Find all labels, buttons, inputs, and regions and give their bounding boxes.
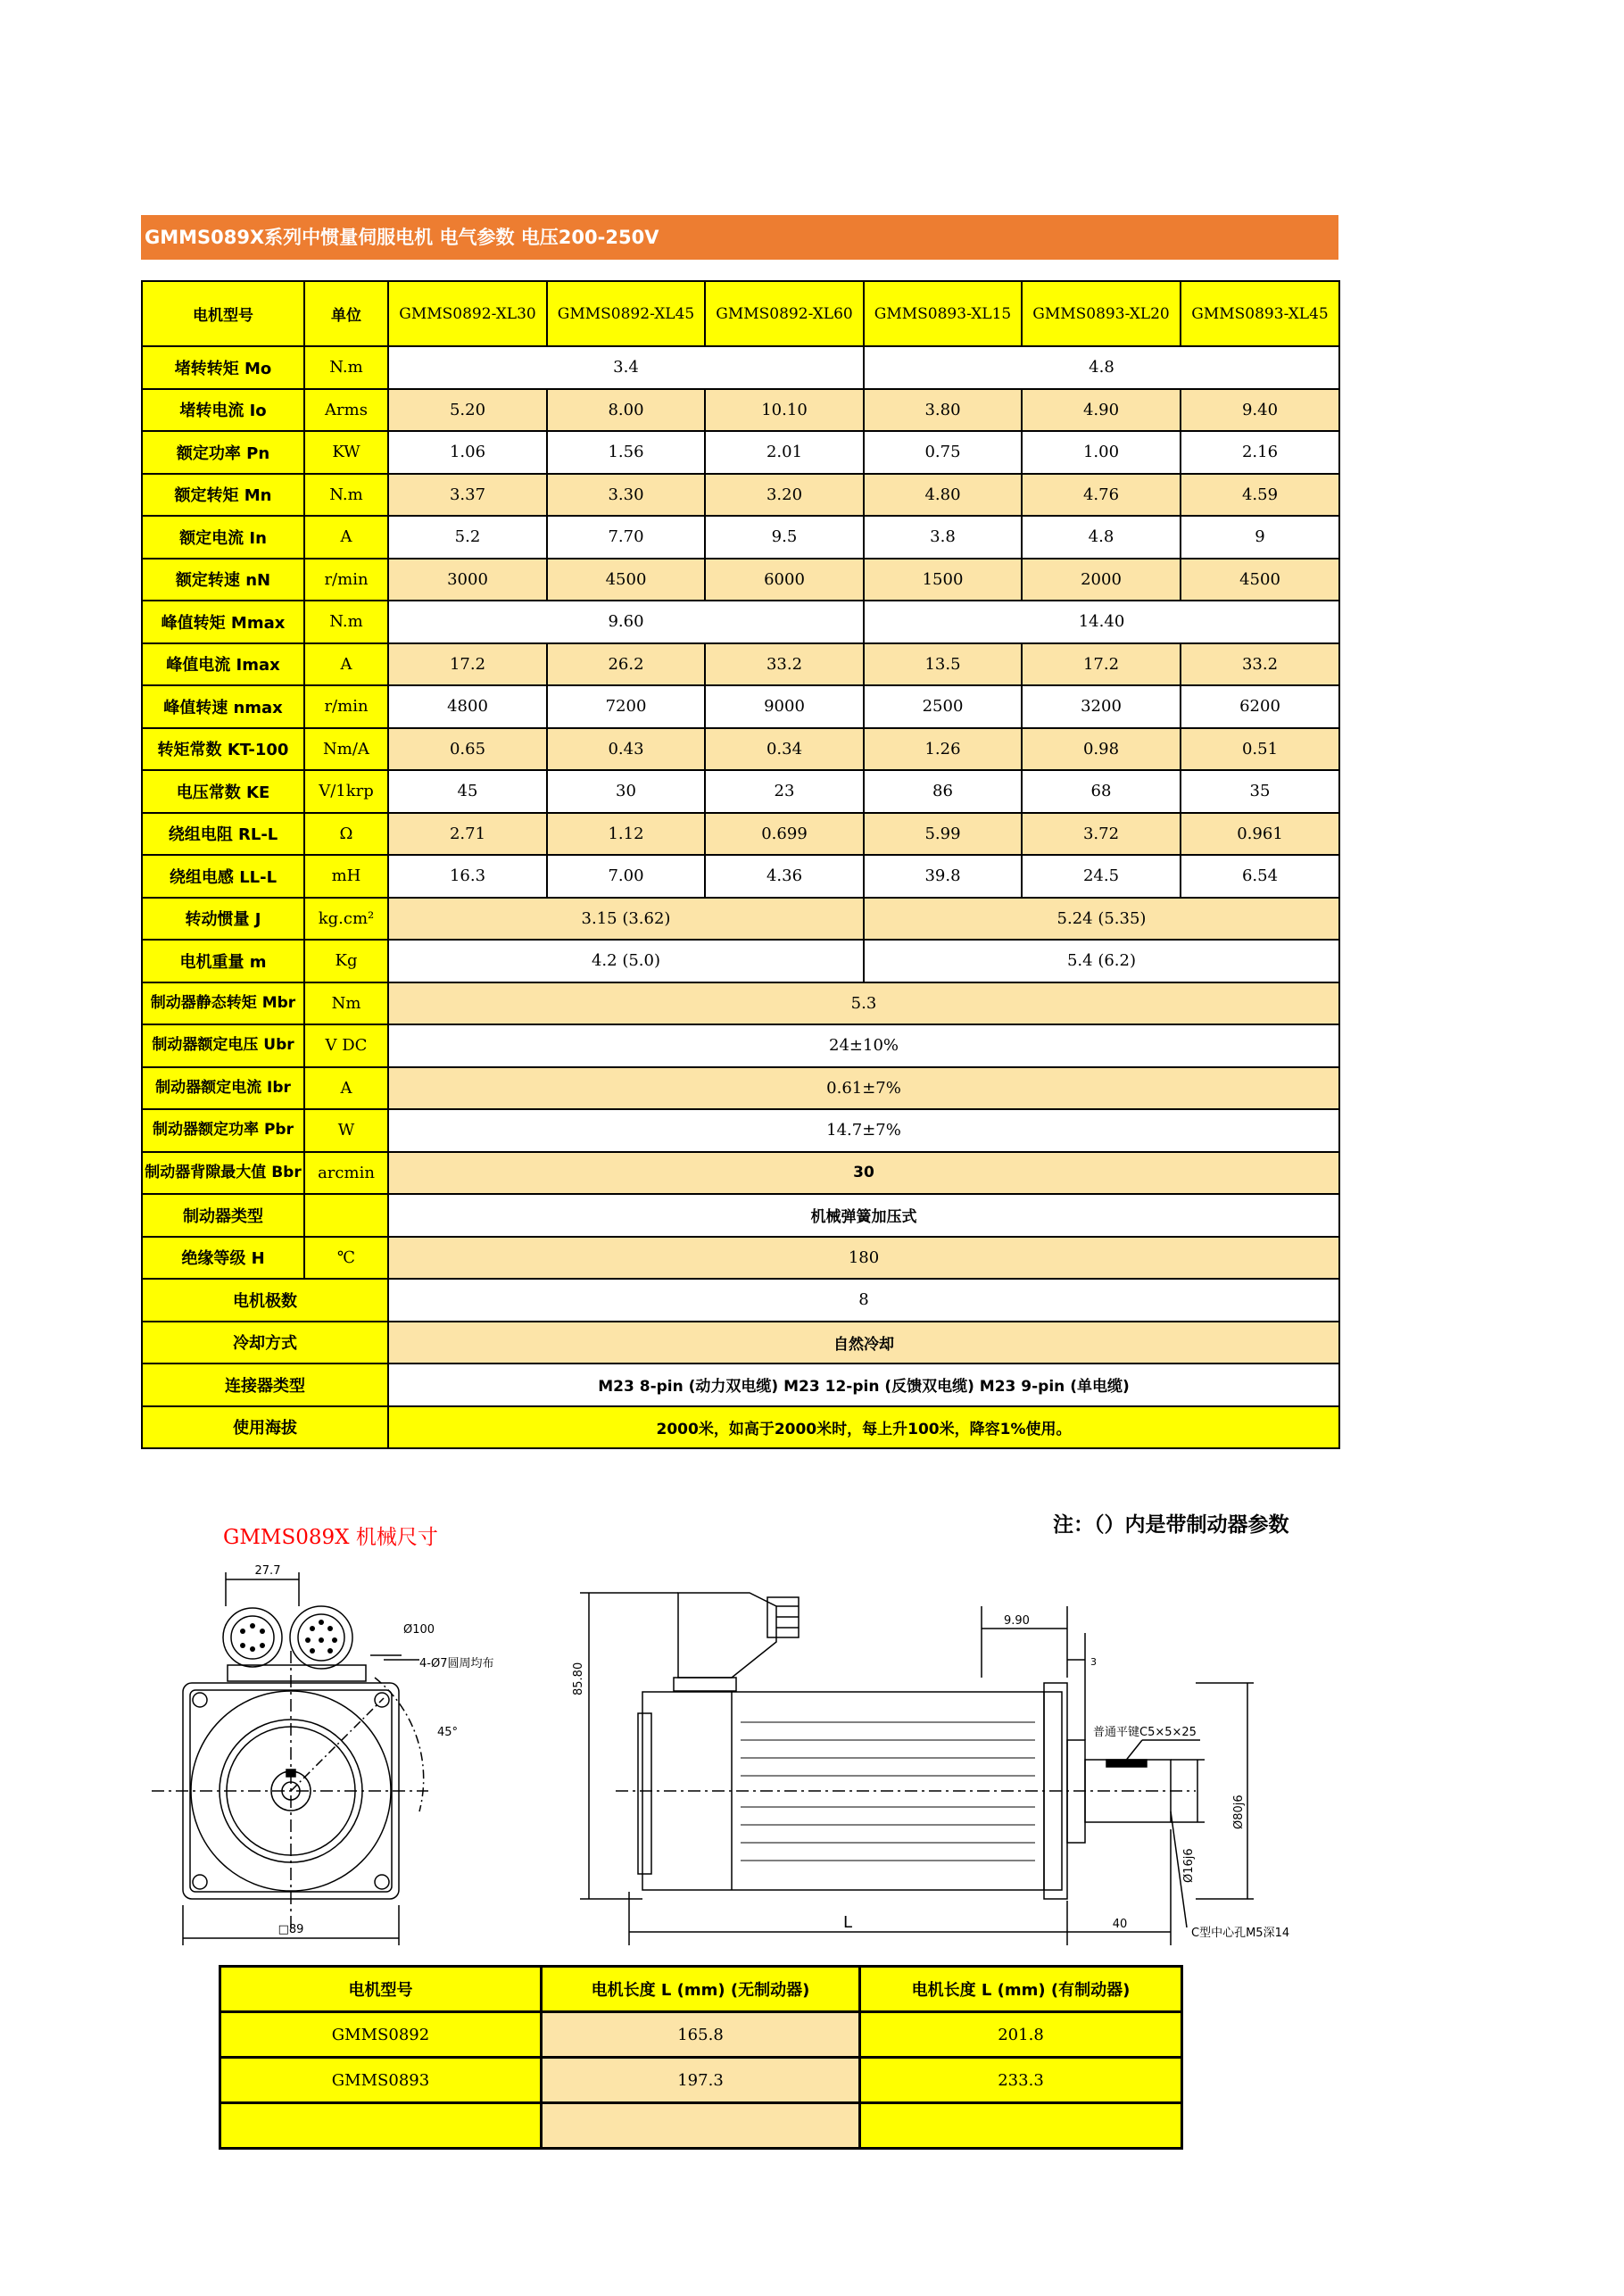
cell-value: 0.43 [547, 728, 705, 771]
row-label: 额定电流 In [142, 516, 304, 559]
cell-value: 86 [864, 770, 1022, 813]
row-unit: Arms [304, 389, 388, 432]
cell-value: 9.40 [1181, 389, 1339, 432]
cell-value: 2000 [1022, 559, 1181, 601]
cell-value: 23 [705, 770, 864, 813]
row-label: 制动器额定电流 Ibr [142, 1067, 304, 1110]
table-row [220, 2012, 1182, 2058]
motor-length-table [219, 1965, 1183, 2150]
cell-value: 3.80 [864, 389, 1022, 432]
cell-value: 5.24 (5.35) [864, 898, 1339, 941]
cell-value: 13.5 [864, 643, 1022, 686]
dim-shaft-diameter: Ø16j6 [1182, 1848, 1196, 1883]
dim-pilot-diameter: Ø80j6 [1232, 1795, 1246, 1829]
cell-value: 45 [388, 770, 547, 813]
row-label: 制动器类型 [142, 1194, 304, 1237]
cell-value: 2000米，如高于2000米时，每上升100米，降容1%使用。 [388, 1406, 1339, 1449]
dim-connector-spacing: 27.7 [254, 1564, 281, 1578]
cell-value: 6200 [1181, 685, 1339, 728]
header-model-label: 电机型号 [142, 281, 304, 346]
cell-value: GMMS0892 [220, 2012, 542, 2058]
row-unit: Ω [304, 813, 388, 856]
dim-bolt-circle: Ø100 [403, 1623, 435, 1637]
cell-value: 2.16 [1181, 431, 1339, 474]
cell-value: 5.3 [388, 982, 1339, 1025]
cell-value: 2.01 [705, 431, 864, 474]
row-label: 电机极数 [142, 1279, 388, 1322]
row-unit: N.m [304, 601, 388, 643]
cell-value: GMMS0893 [220, 2058, 542, 2103]
cell-value: 3.20 [705, 474, 864, 517]
cell-value: 7.00 [547, 855, 705, 898]
model-column-header: GMMS0892-XL30 [388, 281, 547, 346]
row-unit: V/1krp [304, 770, 388, 813]
row-unit: KW [304, 431, 388, 474]
cell-value: 5.99 [864, 813, 1022, 856]
cell-value: 8.00 [547, 389, 705, 432]
side-view [572, 1593, 1289, 1945]
row-label: 连接器类型 [142, 1364, 388, 1406]
cell-value: 39.8 [864, 855, 1022, 898]
cell-value: 0.61±7% [388, 1067, 1339, 1110]
cell-value: 1.00 [1022, 431, 1181, 474]
cell-value: 7200 [547, 685, 705, 728]
row-unit: N.m [304, 346, 388, 389]
cell-value: 233.3 [860, 2058, 1182, 2103]
brake-parameter-note: 注：（）内是带制动器参数 [1053, 1513, 1289, 1537]
dim-total-height: 85.80 [572, 1662, 585, 1695]
cell-value: 0.699 [705, 813, 864, 856]
cell-value: 4.80 [864, 474, 1022, 517]
cell-value: 180 [388, 1237, 1339, 1280]
row-label: 额定功率 Pn [142, 431, 304, 474]
row-unit: A [304, 1067, 388, 1110]
cell-value: 1.06 [388, 431, 547, 474]
cell-value [542, 2103, 860, 2149]
cell-value: 3.72 [1022, 813, 1181, 856]
cell-value: 4.8 [864, 346, 1339, 389]
cell-value: 14.7±7% [388, 1109, 1339, 1152]
cell-value: 35 [1181, 770, 1339, 813]
dim-mounting-holes: 4-Ø7圆周均布 [419, 1657, 494, 1670]
cell-value: 3.15 (3.62) [388, 898, 864, 941]
row-unit: V DC [304, 1024, 388, 1067]
row-label: 使用海拔 [142, 1406, 388, 1449]
row-label: 堵转电流 Io [142, 389, 304, 432]
dim-flange-tolerance: 3 [1090, 1656, 1097, 1668]
row-unit: W [304, 1109, 388, 1152]
power-connector [223, 1608, 282, 1667]
cell-value: 4.59 [1181, 474, 1339, 517]
cell-value: 26.2 [547, 643, 705, 686]
cell-value: 4500 [547, 559, 705, 601]
cell-value: 33.2 [1181, 643, 1339, 686]
cell-value: 1.26 [864, 728, 1022, 771]
cell-value: 16.3 [388, 855, 547, 898]
cell-value: 201.8 [860, 2012, 1182, 2058]
row-label: 绕组电感 LL-L [142, 855, 304, 898]
model-column-header: GMMS0893-XL20 [1022, 281, 1181, 346]
row-label: 峰值转矩 Mmax [142, 601, 304, 643]
page-banner-title: GMMS089X系列中惯量伺服电机 电气参数 电压200-250V [141, 215, 1338, 260]
model-column-header: GMMS0893-XL45 [1181, 281, 1339, 346]
cell-value [220, 2103, 542, 2149]
cell-value: 4.8 [1022, 516, 1181, 559]
dim-shaft-length: 40 [1112, 1918, 1128, 1931]
cell-value: 68 [1022, 770, 1181, 813]
cell-value: 10.10 [705, 389, 864, 432]
header-unit-label: 单位 [304, 281, 388, 346]
cell-value: 17.2 [388, 643, 547, 686]
model-column-header: GMMS0892-XL60 [705, 281, 864, 346]
row-label: 额定转速 nN [142, 559, 304, 601]
table-row [220, 2103, 1182, 2149]
cell-value: 3.4 [388, 346, 864, 389]
cell-value: 3.30 [547, 474, 705, 517]
row-unit: A [304, 643, 388, 686]
cell-value: 30 [388, 1152, 1339, 1195]
row-unit: ℃ [304, 1237, 388, 1280]
row-label: 峰值电流 Imax [142, 643, 304, 686]
dim-motor-length: L [842, 1913, 853, 1932]
cell-value: 5.4 (6.2) [864, 940, 1339, 982]
row-label: 制动器背隙最大值 Bbr [142, 1152, 304, 1195]
cell-value: 30 [547, 770, 705, 813]
cell-value: 9.5 [705, 516, 864, 559]
row-label: 绝缘等级 H [142, 1237, 304, 1280]
header-cell: 电机长度 L (mm) (有制动器) [860, 1967, 1182, 2012]
row-unit: N.m [304, 474, 388, 517]
cell-value: 197.3 [542, 2058, 860, 2103]
cell-value: 5.20 [388, 389, 547, 432]
row-label: 电机重量 m [142, 940, 304, 982]
row-label: 峰值转速 nmax [142, 685, 304, 728]
mechanical-dimensions-title: GMMS089X 机械尺寸 [223, 1526, 438, 1549]
cell-value: 0.75 [864, 431, 1022, 474]
row-unit: Nm/A [304, 728, 388, 771]
dim-angle: 45° [437, 1726, 459, 1739]
cell-value: 14.40 [864, 601, 1339, 643]
cell-value: 9 [1181, 516, 1339, 559]
cell-value: 6.54 [1181, 855, 1339, 898]
row-unit: r/min [304, 685, 388, 728]
cell-value: 3.37 [388, 474, 547, 517]
cell-value: 0.98 [1022, 728, 1181, 771]
cell-value: 9.60 [388, 601, 864, 643]
model-column-header: GMMS0892-XL45 [547, 281, 705, 346]
cell-value: 2500 [864, 685, 1022, 728]
row-unit: kg.cm² [304, 898, 388, 941]
cell-value: 1.12 [547, 813, 705, 856]
cell-value: 3200 [1022, 685, 1181, 728]
cell-value: 0.51 [1181, 728, 1339, 771]
cell-value: 1.56 [547, 431, 705, 474]
cell-value [860, 2103, 1182, 2149]
model-column-header: GMMS0893-XL15 [864, 281, 1022, 346]
cell-value: 0.34 [705, 728, 864, 771]
cell-value: 2.71 [388, 813, 547, 856]
cell-value: 24±10% [388, 1024, 1339, 1067]
cell-value: M23 8-pin (动力双电缆) M23 12-pin (反馈双电缆) M23 9-pin (单电缆) [388, 1364, 1339, 1406]
row-unit: Kg [304, 940, 388, 982]
cell-value: 机械弹簧加压式 [388, 1194, 1339, 1237]
side-connector [678, 1593, 776, 1678]
cell-value: 4.36 [705, 855, 864, 898]
cell-value: 4500 [1181, 559, 1339, 601]
cell-value: 8 [388, 1279, 1339, 1322]
row-label: 额定转矩 Mn [142, 474, 304, 517]
table-row [220, 2058, 1182, 2103]
dim-center-hole: C型中心孔M5深14 [1191, 1927, 1290, 1940]
row-label: 电压常数 KE [142, 770, 304, 813]
row-unit: arcmin [304, 1152, 388, 1195]
cell-value: 165.8 [542, 2012, 860, 2058]
header-cell: 电机长度 L (mm) (无制动器) [542, 1967, 860, 2012]
row-unit: r/min [304, 559, 388, 601]
row-unit: Nm [304, 982, 388, 1025]
cell-value: 7.70 [547, 516, 705, 559]
row-label: 制动器额定电压 Ubr [142, 1024, 304, 1067]
dim-key: 普通平键C5×5×25 [1093, 1726, 1197, 1739]
cell-value: 3000 [388, 559, 547, 601]
table-header-row [220, 1967, 1182, 2012]
cell-value: 3.8 [864, 516, 1022, 559]
cell-value: 4.2 (5.0) [388, 940, 864, 982]
header-cell: 电机型号 [220, 1967, 542, 2012]
cell-value: 4.90 [1022, 389, 1181, 432]
row-label: 制动器静态转矩 Mbr [142, 982, 304, 1025]
cell-value: 4800 [388, 685, 547, 728]
cell-value: 5.2 [388, 516, 547, 559]
cell-value: 24.5 [1022, 855, 1181, 898]
cell-value: 33.2 [705, 643, 864, 686]
row-label: 冷却方式 [142, 1322, 388, 1364]
dim-flange-square: □89 [278, 1923, 304, 1936]
row-label: 转矩常数 KT-100 [142, 728, 304, 771]
dim-flange-offset: 9.90 [1004, 1614, 1030, 1628]
cell-value: 0.961 [1181, 813, 1339, 856]
cell-value: 17.2 [1022, 643, 1181, 686]
cell-value: 自然冷却 [388, 1322, 1339, 1364]
cell-value: 6000 [705, 559, 864, 601]
row-unit: mH [304, 855, 388, 898]
row-label: 转动惯量 J [142, 898, 304, 941]
cell-value: 4.76 [1022, 474, 1181, 517]
row-label: 制动器额定功率 Pbr [142, 1109, 304, 1152]
row-unit: A [304, 516, 388, 559]
front-view [152, 1564, 493, 1945]
cell-value: 1500 [864, 559, 1022, 601]
cell-value: 0.65 [388, 728, 547, 771]
row-label: 绕组电阻 RL-L [142, 813, 304, 856]
cell-value: 9000 [705, 685, 864, 728]
row-label: 堵转转矩 Mo [142, 346, 304, 389]
